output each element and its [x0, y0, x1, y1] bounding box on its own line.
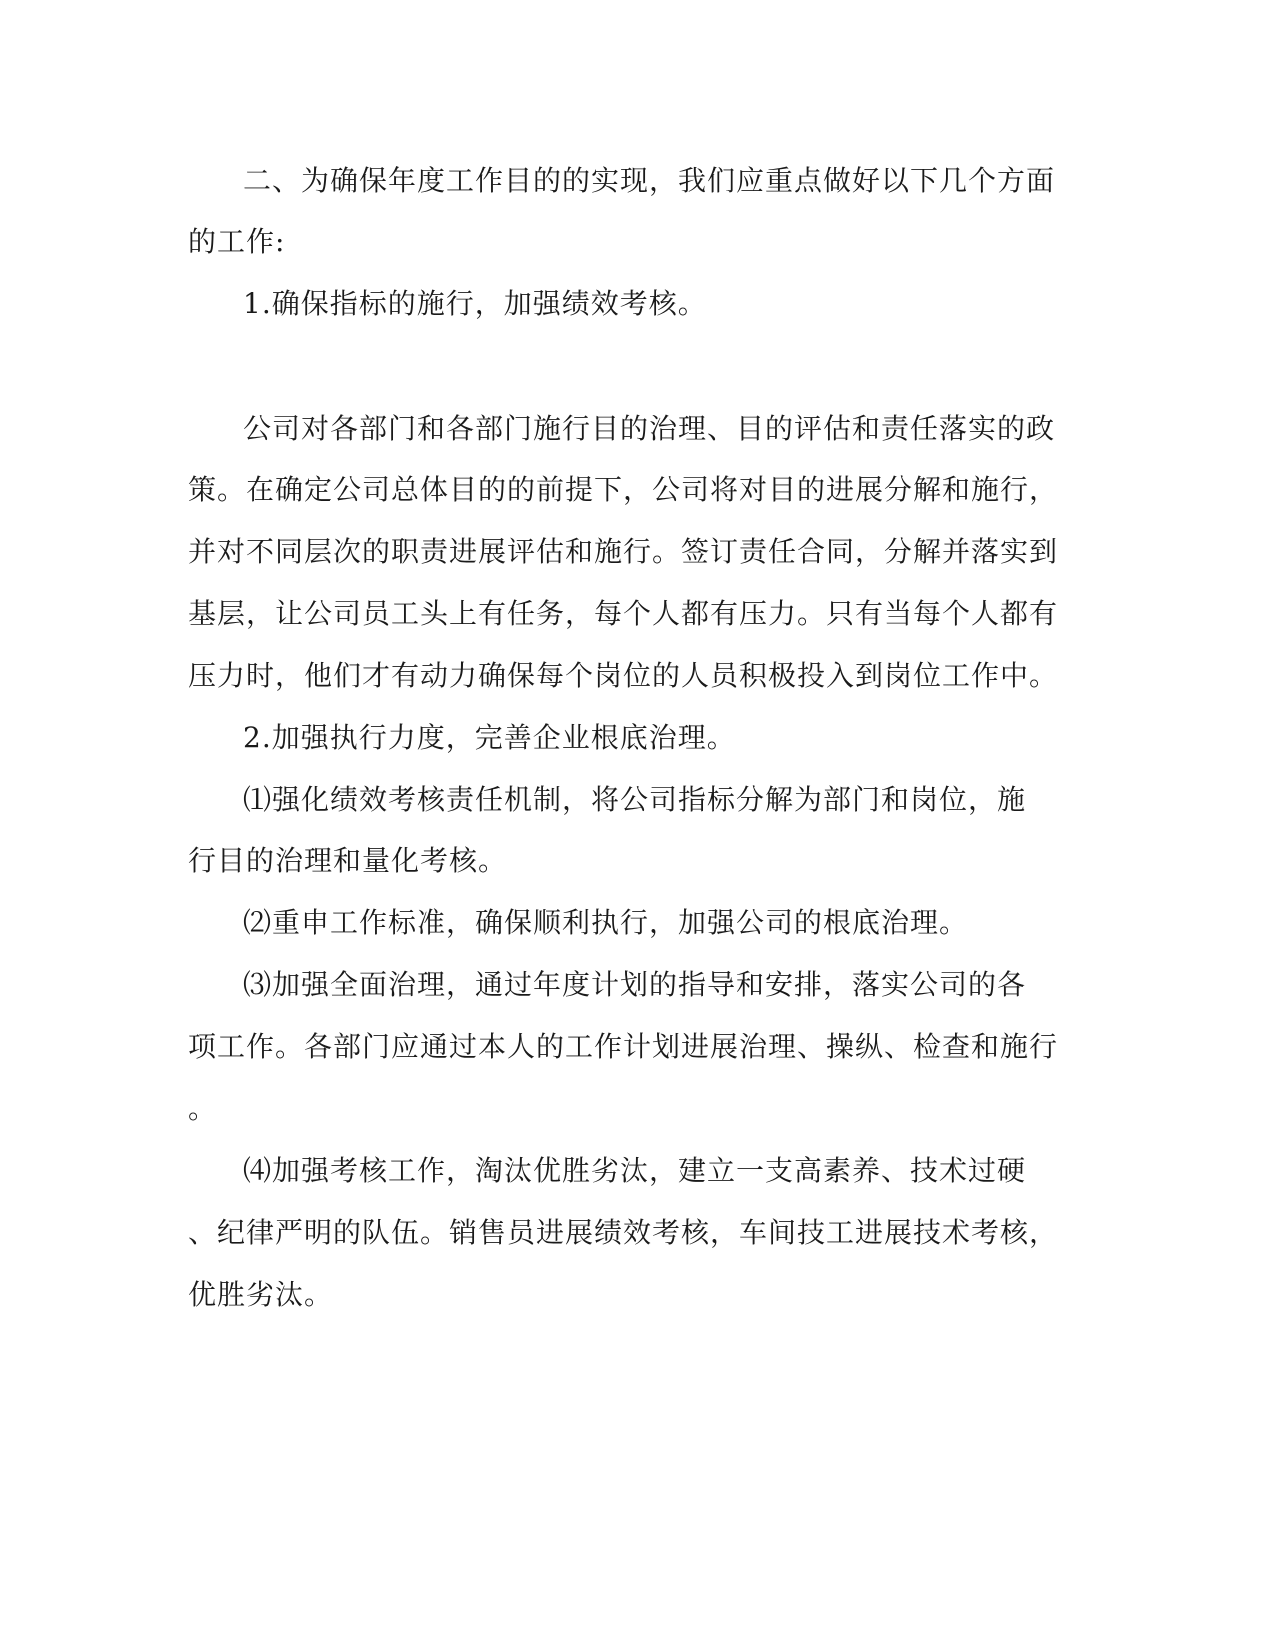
section-heading-line-1: 二、为确保年度工作目的的实现，我们应重点做好以下几个方面	[243, 164, 1056, 197]
item-2-heading: 2.加强执行力度，完善企业根底治理。	[243, 721, 736, 754]
paragraph-1-line-1: 公司对各部门和各部门施行目的治理、目的评估和责任落实的政	[243, 412, 1056, 445]
paragraph-1-line-3: 并对不同层次的职责进展评估和施行。签订责任合同，分解并落实到	[188, 535, 1059, 568]
sub-item-4-line-1: ⑷加强考核工作，淘汰优胜劣汰，建立一支高素养、技术过硬	[243, 1154, 1027, 1187]
sub-item-3-line-1: ⑶加强全面治理，通过年度计划的指导和安排，落实公司的各	[243, 968, 1027, 1001]
paragraph-1-line-5: 压力时，他们才有动力确保每个岗位的人员积极投入到岗位工作中。	[188, 659, 1059, 692]
sub-item-2-line-1: ⑵重申工作标准，确保顺利执行，加强公司的根底治理。	[243, 906, 969, 939]
sub-item-4-line-2: 、纪律严明的队伍。销售员进展绩效考核，车间技工进展技术考核，	[188, 1216, 1059, 1249]
sub-item-3-line-2: 项工作。各部门应通过本人的工作计划进展治理、操纵、检查和施行	[188, 1030, 1059, 1063]
section-heading-line-2: 的工作:	[188, 225, 286, 258]
sub-item-4-line-3: 优胜劣汰。	[188, 1278, 334, 1311]
item-1-heading: 1.确保指标的施行，加强绩效考核。	[243, 287, 707, 320]
sub-item-1-line-1: ⑴强化绩效考核责任机制，将公司指标分解为部门和岗位，施	[243, 783, 1027, 816]
paragraph-1-line-2: 策。在确定公司总体目的的前提下，公司将对目的进展分解和施行，	[188, 473, 1059, 506]
sub-item-1-line-2: 行目的治理和量化考核。	[188, 844, 508, 877]
paragraph-1-line-4: 基层，让公司员工头上有任务，每个人都有压力。只有当每个人都有	[188, 597, 1059, 630]
sub-item-3-line-3: 。	[188, 1092, 218, 1125]
